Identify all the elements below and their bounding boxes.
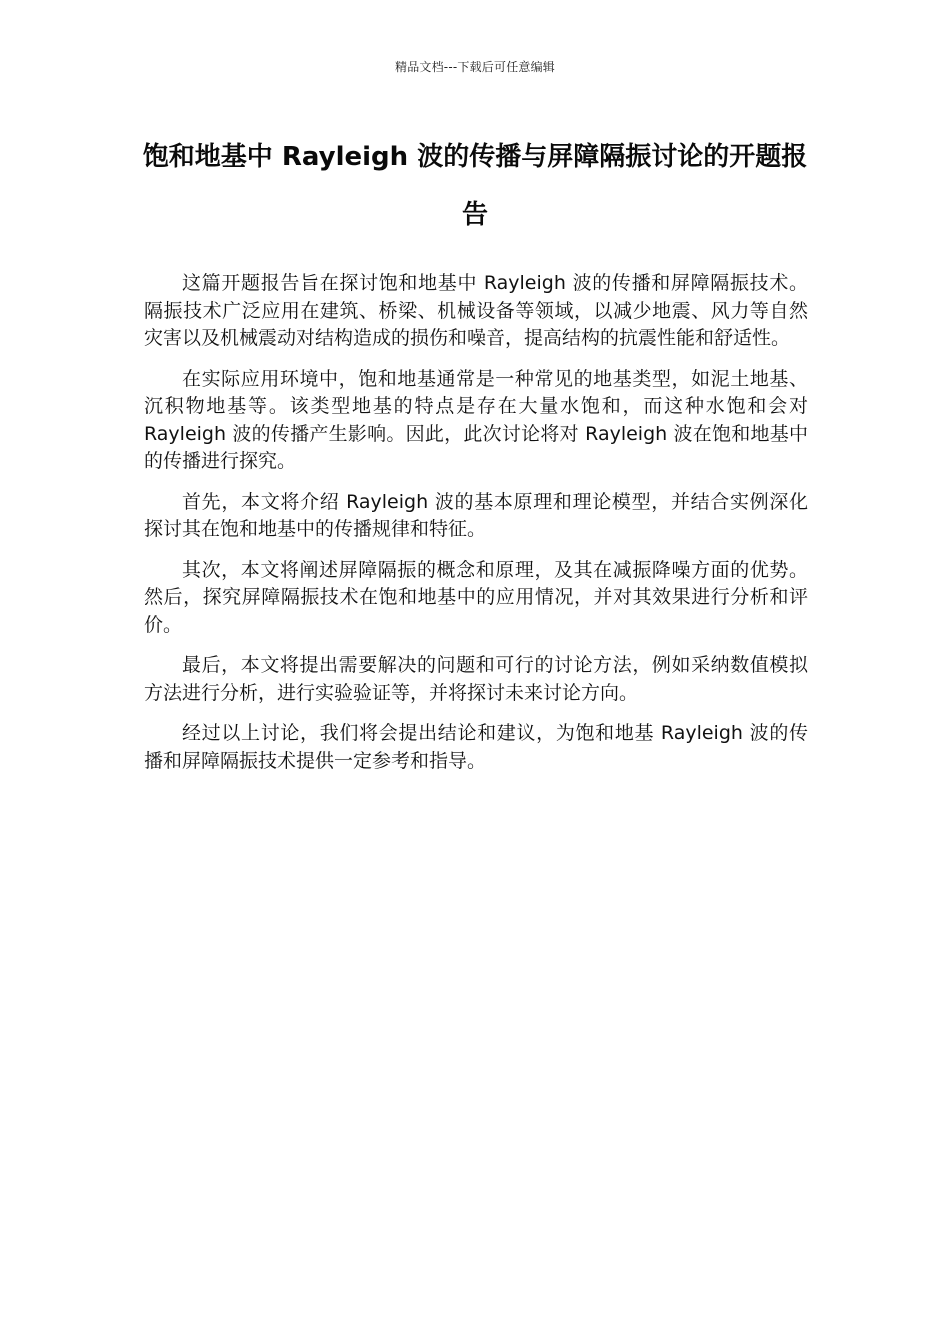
paragraph-5: 最后，本文将提出需要解决的问题和可行的讨论方法，例如采纳数值模拟方法进行分析，进行实验验证等，并将探讨未来讨论方向。 <box>144 654 808 704</box>
document-title: 饱和地基中 Rayleigh 波的传播与屏障隔振讨论的开题报告 <box>142 142 808 230</box>
paragraph-3: 首先，本文将介绍 Rayleigh 波的基本原理和理论模型，并结合实例深化探讨其在饱和地基中的传播规律和特征。 <box>144 490 808 540</box>
paragraph-2: 在实际应用环境中，饱和地基通常是一种常见的地基类型，如泥土地基、沉积物地基等。该类型地基的特点是存在大量水饱和，而这种水饱和会对 Rayleigh 波的传播产生影响。因此，此次讨论将对 Rayleigh 波在饱和地基中的传播进行探究。 <box>144 367 808 472</box>
paragraph-6: 经过以上讨论，我们将会提出结论和建议，为饱和地基 Rayleigh 波的传播和屏障隔振技术提供一定参考和指导。 <box>144 722 808 772</box>
paragraph-1: 这篇开题报告旨在探讨饱和地基中 Rayleigh 波的传播和屏障隔振技术。隔振技术广泛应用在建筑、桥梁、机械设备等领域，以减少地震、风力等自然灾害以及机械震动对结构造成的损伤和噪音，提高结构的抗震性能和舒适性。 <box>144 272 808 349</box>
document-body <box>144 270 808 788</box>
paragraph-4: 其次，本文将阐述屏障隔振的概念和原理，及其在减振降噪方面的优势。然后，探究屏障隔振技术在饱和地基中的应用情况，并对其效果进行分析和评价。 <box>144 558 808 636</box>
header-note: 精品文档---下载后可任意编辑 <box>395 60 555 74</box>
